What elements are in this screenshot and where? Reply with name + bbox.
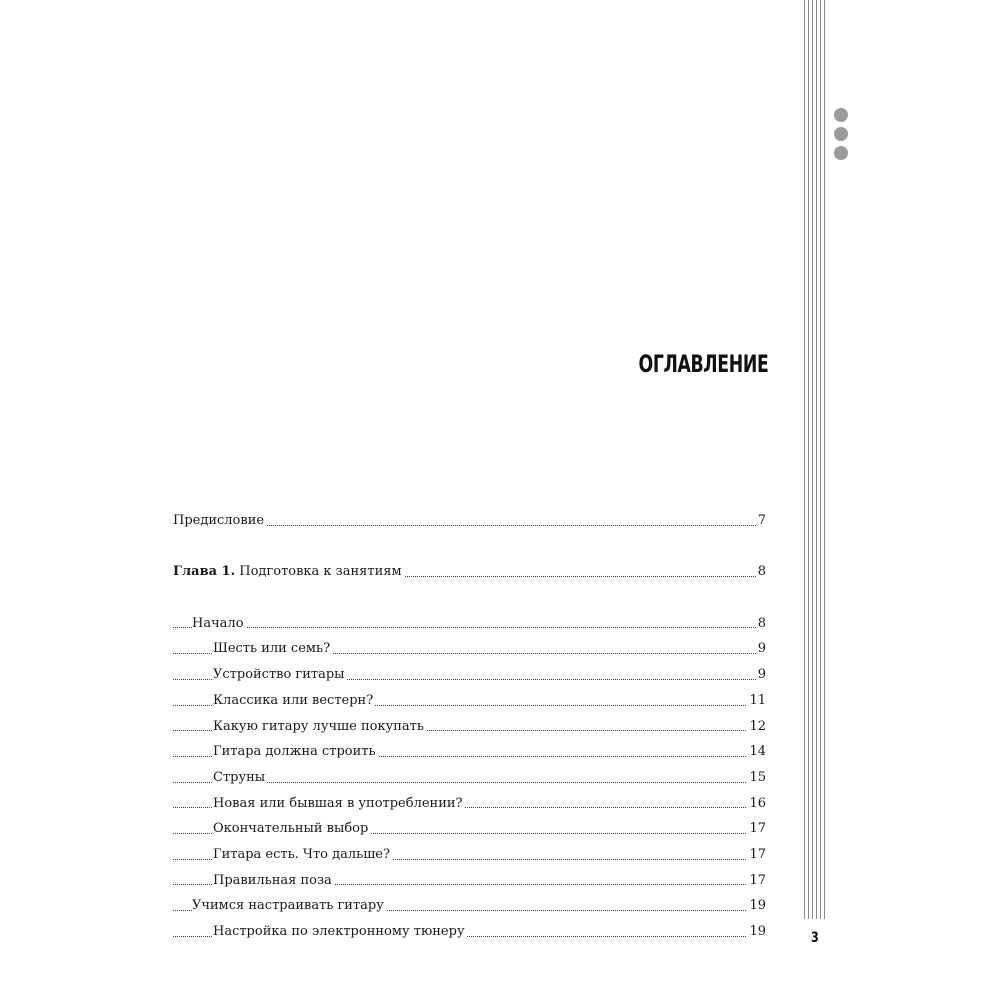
toc-title-text: Окончательный выбор <box>213 821 369 837</box>
toc-title-text: Гитара есть. Что дальше? <box>213 846 390 862</box>
toc-entry-title <box>213 765 267 791</box>
toc-page-number: 17 <box>747 842 766 868</box>
toc-title-text: Струны <box>213 769 266 785</box>
toc-entry-title <box>213 636 332 662</box>
toc-title-text: Предисловие <box>173 513 265 528</box>
toc-entry[interactable] <box>173 508 766 534</box>
dot-leader <box>173 627 766 628</box>
toc-entry[interactable] <box>173 688 766 714</box>
toc-title-text: Гитара должна строить <box>213 744 376 760</box>
dot-icon <box>834 146 848 160</box>
staff-line <box>808 0 809 919</box>
toc-entry[interactable] <box>173 919 766 945</box>
toc-entry[interactable] <box>173 791 766 817</box>
toc-entry-title <box>192 893 386 919</box>
toc-entry[interactable] <box>173 739 766 765</box>
toc-page-number: 9 <box>756 636 766 662</box>
toc-entry-title <box>213 868 334 894</box>
toc-entry-title <box>213 688 375 714</box>
toc-title-text: Настройка по электронному тюнеру <box>213 924 465 939</box>
toc-title-text: Начало <box>192 615 244 631</box>
toc-entry[interactable] <box>173 868 766 894</box>
toc-page-number: 16 <box>747 791 766 817</box>
toc-title-text: Классика или вестерн? <box>213 692 374 708</box>
toc-page-number: 15 <box>747 765 766 791</box>
toc-entry[interactable] <box>173 816 766 842</box>
toc-entry-title <box>213 662 347 688</box>
toc-page-number: 14 <box>747 739 766 765</box>
toc-page-number: 8 <box>756 559 766 585</box>
toc-page-number: 7 <box>756 508 766 534</box>
toc-entry-title <box>213 842 392 868</box>
toc-entry[interactable] <box>173 611 766 637</box>
toc-title-text: Устройство гитары <box>213 667 345 683</box>
staff-line <box>812 0 813 919</box>
toc-spacer <box>173 534 766 560</box>
table-of-contents <box>173 508 766 945</box>
toc-page-number: 9 <box>756 662 766 688</box>
dot-icon <box>834 127 848 141</box>
toc-title-text: Учимся настраивать гитару <box>192 898 384 914</box>
toc-title-text: Подготовка к занятиям <box>239 564 402 580</box>
decorative-dots <box>834 108 848 165</box>
toc-title-text: Новая или бывшая в употреблении? <box>213 795 463 811</box>
toc-entry[interactable] <box>173 662 766 688</box>
toc-entry-title <box>173 559 404 585</box>
toc-page-number: 12 <box>747 714 766 740</box>
toc-entry-title <box>213 791 465 817</box>
toc-entry[interactable] <box>173 636 766 662</box>
toc-entry[interactable] <box>173 559 766 585</box>
toc-entry[interactable] <box>173 842 766 868</box>
toc-entry-title <box>192 611 246 637</box>
toc-title-text: Какую гитару лучше покупать <box>213 718 424 734</box>
toc-page-number: 11 <box>747 688 766 714</box>
toc-title-text: Шесть или семь? <box>213 641 331 657</box>
toc-spacer <box>173 585 766 611</box>
toc-entry[interactable] <box>173 765 766 791</box>
toc-page-number: 17 <box>747 816 766 842</box>
staff-line <box>804 0 805 919</box>
toc-entry-title <box>213 714 426 740</box>
toc-entry-title <box>173 508 266 534</box>
chapter-label: Глава 1. <box>173 564 236 580</box>
toc-entry[interactable] <box>173 714 766 740</box>
toc-entry-title <box>213 919 467 945</box>
page-number: 3 <box>810 930 819 946</box>
toc-page-number: 19 <box>747 893 766 919</box>
staff-line <box>820 0 821 919</box>
page-title: ОГЛАВЛЕНИЕ <box>638 350 768 378</box>
music-staff-decoration <box>804 0 828 919</box>
staff-line <box>816 0 817 919</box>
toc-title-text: Правильная поза <box>213 872 332 888</box>
toc-page-number: 19 <box>747 919 766 945</box>
dot-icon <box>834 108 848 122</box>
toc-entry-title <box>213 739 378 765</box>
toc-entry-title <box>213 816 370 842</box>
toc-page-number: 17 <box>747 868 766 894</box>
staff-line <box>824 0 825 919</box>
toc-entry[interactable] <box>173 893 766 919</box>
toc-page-number: 8 <box>756 611 766 637</box>
